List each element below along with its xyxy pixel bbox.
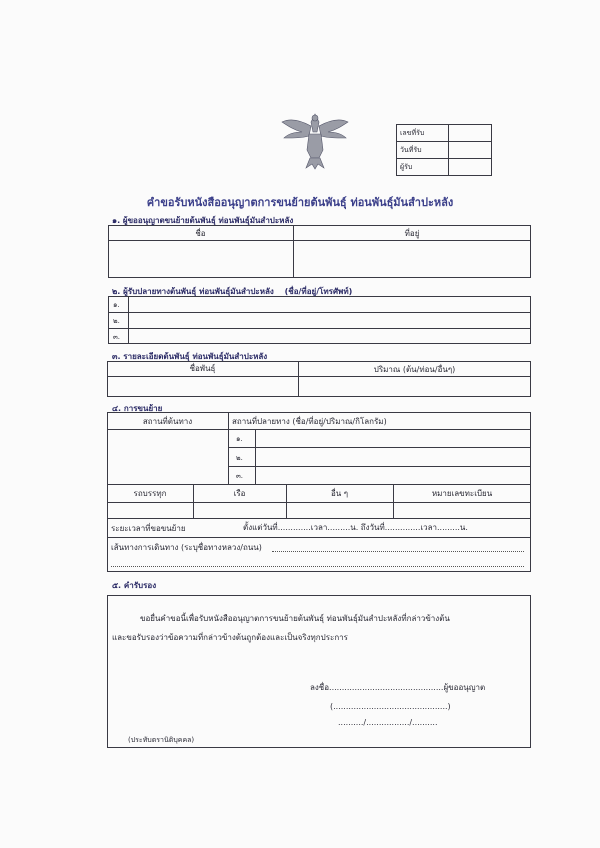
section2-table — [108, 296, 531, 344]
section2-row-1: ๑. — [113, 301, 120, 309]
receipt-receiver-label: ผู้รับ — [400, 163, 413, 171]
section1-col-name: ชื่อ — [195, 229, 206, 238]
period-label: ระยะเวลาที่ขอขนย้าย — [111, 524, 186, 533]
transport-boat-label: เรือ — [233, 489, 246, 498]
section1-col-address: ที่อยู่ — [404, 229, 420, 238]
section3-col-quantity-unit: (ต้น/ท่อน/อื่นๆ) — [402, 365, 456, 374]
route-label: เส้นทางการเดินทาง (ระบุชื่อทางหลวง/ถนน) — [111, 543, 262, 552]
section3-col-quantity — [298, 365, 531, 375]
section4-col-destination: สถานที่ปลายทาง (ชื่อ/ที่อยู่/ปริมาณ/กิโลกรัม) — [232, 417, 387, 426]
section3-col-variety: ชื่อพันธุ์ — [189, 364, 216, 373]
signature-line: ลงชื่อ.............................................ผู้ขออนุญาต — [310, 683, 486, 692]
statement-line-2: และขอรับรองว่าข้อความที่กล่าวข้างต้นถูกต้องและเป็นจริงทุกประการ — [112, 633, 348, 642]
section4-col-origin: สถานที่ต้นทาง — [142, 417, 193, 426]
section2-row-2: ๒. — [113, 317, 120, 325]
signature-name-line: (.............................................) — [330, 702, 451, 711]
section4-dest-row-2: ๒. — [236, 454, 243, 462]
section3-col-quantity-label: ปริมาณ — [373, 365, 401, 374]
transport-truck-label: รถบรรทุก — [133, 489, 167, 498]
section5-heading: ๕. คำรับรอง — [112, 581, 157, 590]
statement-line-1: ขอยื่นคำขอนี้เพื่อรับหนังสืออนุญาตการขนย้ายต้นพันธุ์ ท่อนพันธุ์มันสำปะหลังที่กล่าวข้างต้น — [140, 614, 450, 623]
section4-heading: ๔. การขนย้าย — [112, 404, 163, 413]
section4-dest-row-1: ๑. — [236, 435, 243, 443]
company-stamp-label: (ประทับตรานิติบุคคล) — [128, 736, 195, 744]
section2-heading-note: (ชื่อ/ที่อยู่/โทรศัพท์) — [284, 287, 353, 296]
form-title: คำขอรับหนังสืออนุญาตการขนย้ายต้นพันธุ์ ท่อนพันธุ์มันสำปะหลัง — [146, 196, 454, 209]
route-line-1 — [272, 551, 524, 552]
receipt-date-label: วันที่รับ — [400, 146, 422, 154]
section2-row-3: ๓. — [113, 333, 121, 341]
registration-label: หมายเลขทะเบียน — [431, 489, 493, 498]
transport-other-label: อื่น ๆ — [330, 489, 349, 498]
section4-dest-row-3: ๓. — [236, 472, 244, 480]
route-line-2 — [111, 566, 524, 567]
section2-heading-text: ๒. ผู้รับปลายทางต้นพันธุ์ ท่อนพันธุ์มันสำปะหลัง — [112, 287, 274, 296]
receipt-number-label: เลขที่รับ — [400, 129, 425, 137]
section1-heading: ๑. ผู้ขออนุญาตขนย้ายต้นพันธุ์ ท่อนพันธุ์มันสำปะหลัง — [112, 216, 294, 225]
period-range: ตั้งแต่วันที่.............เวลา.........น. ถึงวันที่..............เวลา.........น. — [243, 523, 468, 532]
signature-date-line: ........../................./.......... — [338, 718, 438, 727]
section3-heading: ๓. รายละเอียดต้นพันธุ์ ท่อนพันธุ์มันสำปะหลัง — [112, 352, 268, 361]
garuda-emblem-icon — [280, 108, 350, 170]
